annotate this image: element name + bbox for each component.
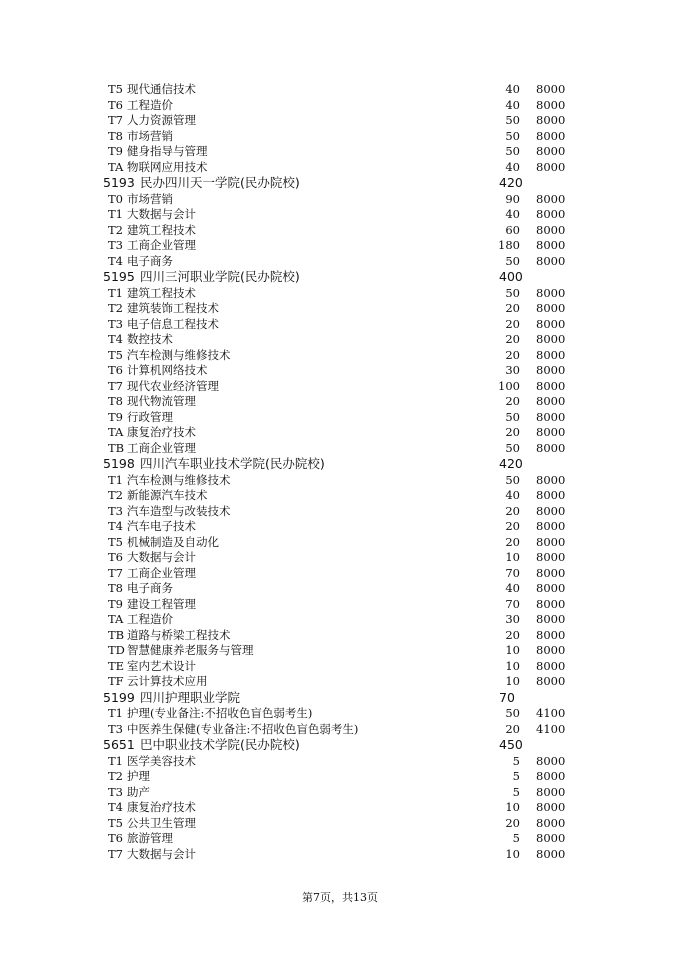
major-row [0,706,680,722]
major-plan-count: 5 [512,784,520,799]
major-code: T6 [108,550,123,564]
major-name: 护理(专业备注:不招收色盲色弱考生) [127,706,313,720]
major-code: TB [108,440,125,455]
major-name: 健身指导与管理 [127,144,208,158]
major-row [0,379,680,395]
major-code: T2 [108,222,123,237]
major-plan-count: 20 [505,503,520,518]
major-code: T9 [108,144,123,158]
major-code: TF [108,674,124,688]
major-code: T6 [108,363,123,377]
major-tuition-fee: 8000 [536,519,566,533]
school-name: 四川护理职业学院 [140,689,241,705]
major-name: 康复治疗技术 [127,800,196,814]
major-plan-count: 20 [505,815,520,830]
major-tuition-fee: 8000 [536,128,566,143]
major-name: 人力资源管理 [127,113,196,127]
major-name: 现代通信技术 [127,82,196,96]
school-code: 5199 [103,689,135,705]
major-name: 汽车造型与改装技术 [127,503,231,518]
major-tuition-fee: 8000 [536,503,566,518]
major-code: TA [108,612,124,626]
school-name: 四川三河职业学院(民办院校) [140,269,300,284]
major-tuition-fee: 8000 [536,488,566,502]
major-tuition-fee: 8000 [536,550,566,564]
major-code: T1 [108,285,123,300]
major-plan-count: 40 [505,97,520,112]
major-plan-count: 20 [505,301,520,315]
major-code: T2 [108,769,123,783]
major-name: 室内艺术设计 [127,658,196,673]
major-row [0,332,680,348]
major-plan-count: 20 [505,519,520,533]
major-tuition-fee: 8000 [536,253,566,268]
school-code: 5193 [103,175,135,190]
major-tuition-fee: 8000 [536,534,566,549]
major-row [0,816,680,832]
major-name: 汽车检测与维修技术 [127,347,231,362]
major-tuition-fee: 8000 [536,472,566,487]
major-name: 建筑工程技术 [127,285,196,300]
school-total-count: 400 [499,269,523,284]
major-tuition-fee: 4100 [536,706,566,720]
major-row [0,207,680,223]
major-name: 建筑工程技术 [127,222,196,237]
major-plan-count: 70 [505,596,520,611]
major-code: T4 [108,519,123,533]
major-code: T3 [108,721,123,736]
major-tuition-fee: 8000 [536,596,566,611]
major-row [0,254,680,270]
major-tuition-fee: 8000 [536,113,566,127]
major-code: T7 [108,846,123,861]
major-plan-count: 10 [505,846,520,861]
major-plan-count: 50 [505,128,520,143]
major-tuition-fee: 8000 [536,831,566,845]
major-name: 康复治疗技术 [127,425,196,439]
major-plan-count: 50 [505,113,520,127]
major-plan-count: 50 [505,440,520,455]
major-plan-count: 20 [505,425,520,439]
major-code: T5 [108,347,123,362]
major-row [0,769,680,785]
major-tuition-fee: 8000 [536,769,566,783]
major-plan-count: 40 [505,207,520,221]
major-code: T3 [108,238,123,252]
major-plan-count: 60 [505,222,520,237]
major-tuition-fee: 8000 [536,394,566,408]
major-code: T1 [108,207,123,221]
major-name: 工程造价 [127,612,173,626]
major-tuition-fee: 8000 [536,207,566,221]
major-code: TE [108,658,125,673]
major-plan-count: 40 [505,159,520,174]
major-code: T3 [108,503,123,518]
major-plan-count: 30 [505,363,520,377]
major-name: 旅游管理 [127,831,173,845]
major-row [0,473,680,489]
major-code: T1 [108,706,123,720]
major-tuition-fee: 8000 [536,222,566,237]
major-name: 行政管理 [127,409,173,424]
major-name: 大数据与会计 [127,846,196,861]
page-footer: 第7页，共13页 [302,891,378,904]
major-name: 医学美容技术 [127,753,196,768]
school-code: 5651 [103,737,135,752]
major-tuition-fee: 8000 [536,658,566,673]
major-row [0,113,680,129]
major-code: T1 [108,753,123,768]
major-row [0,286,680,302]
major-tuition-fee: 8000 [536,815,566,830]
major-tuition-fee: 8000 [536,332,566,346]
major-plan-count: 20 [505,534,520,549]
major-name: 计算机网络技术 [127,363,208,377]
major-plan-count: 40 [505,488,520,502]
major-row [0,223,680,239]
major-row [0,441,680,457]
major-row [0,488,680,504]
major-code: T2 [108,301,123,315]
major-tuition-fee: 8000 [536,565,566,580]
major-plan-count: 10 [505,658,520,673]
major-tuition-fee: 8000 [536,753,566,768]
major-code: T9 [108,409,123,424]
major-tuition-fee: 8000 [536,238,566,252]
major-plan-count: 50 [505,285,520,300]
major-row [0,160,680,176]
major-tuition-fee: 8000 [536,159,566,174]
major-code: T5 [108,815,123,830]
major-plan-count: 10 [505,550,520,564]
major-name: 电子商务 [127,581,173,595]
school-header-row [0,269,680,286]
major-row [0,550,680,566]
major-row [0,425,680,441]
major-tuition-fee: 8000 [536,612,566,626]
major-plan-count: 50 [505,706,520,720]
major-tuition-fee: 8000 [536,347,566,362]
major-code: T0 [108,191,123,206]
major-code: T3 [108,784,123,799]
major-row [0,348,680,364]
major-row [0,535,680,551]
major-tuition-fee: 8000 [536,784,566,799]
major-tuition-fee: 8000 [536,316,566,331]
major-plan-count: 50 [505,409,520,424]
major-tuition-fee: 8000 [536,627,566,642]
major-plan-count: 5 [512,753,520,768]
major-row [0,754,680,770]
major-code: T6 [108,831,123,845]
major-name: 中医养生保健(专业备注:不招收色盲色弱考生) [127,721,359,736]
major-plan-count: 180 [498,238,520,252]
major-plan-count: 90 [505,191,520,206]
school-name: 民办四川天一学院(民办院校) [140,175,300,190]
school-name: 巴中职业技术学院(民办院校) [140,737,300,752]
major-plan-count: 5 [512,769,520,783]
school-header-row [0,175,680,192]
major-plan-count: 40 [505,82,520,96]
major-row [0,504,680,520]
major-plan-count: 10 [505,800,520,814]
major-tuition-fee: 8000 [536,674,566,688]
major-row [0,82,680,98]
major-name: 市场营销 [127,191,173,206]
major-code: T5 [108,82,123,96]
major-tuition-fee: 8000 [536,425,566,439]
major-row [0,659,680,675]
major-plan-count: 20 [505,627,520,642]
major-code: T1 [108,472,123,487]
major-row [0,192,680,208]
major-plan-count: 5 [512,831,520,845]
major-name: 工商企业管理 [127,440,196,455]
school-total-count: 450 [499,737,523,752]
major-name: 数控技术 [127,332,173,346]
major-code: T9 [108,596,123,611]
major-name: 大数据与会计 [127,207,196,221]
major-plan-count: 20 [505,394,520,408]
school-name: 四川汽车职业技术学院(民办院校) [140,456,325,471]
major-code: T4 [108,253,123,268]
major-plan-count: 30 [505,612,520,626]
school-total-count: 70 [499,689,515,705]
major-row [0,566,680,582]
major-row [0,98,680,114]
major-name: 助产 [127,784,150,799]
major-row [0,628,680,644]
major-name: 云计算技术应用 [127,674,208,688]
major-code: T3 [108,316,123,331]
major-tuition-fee: 8000 [536,846,566,861]
major-name: 新能源汽车技术 [127,488,208,502]
school-code: 5198 [103,456,135,471]
major-code: TD [108,643,125,657]
major-row [0,597,680,613]
major-tuition-fee: 8000 [536,97,566,112]
school-total-count: 420 [499,175,523,190]
major-plan-count: 50 [505,253,520,268]
major-tuition-fee: 8000 [536,363,566,377]
major-row [0,144,680,160]
major-row [0,800,680,816]
major-tuition-fee: 8000 [536,378,566,393]
major-name: 道路与桥梁工程技术 [127,627,231,642]
major-row [0,129,680,145]
major-name: 物联网应用技术 [127,159,208,174]
major-code: T8 [108,581,123,595]
major-name: 汽车电子技术 [127,519,196,533]
major-row [0,831,680,847]
major-plan-count: 50 [505,144,520,158]
major-name: 电子信息工程技术 [127,316,219,331]
major-tuition-fee: 8000 [536,581,566,595]
major-name: 机械制造及自动化 [127,534,219,549]
major-plan-count: 20 [505,721,520,736]
major-tuition-fee: 8000 [536,409,566,424]
major-name: 电子商务 [127,253,173,268]
school-header-row [0,690,680,707]
major-plan-count: 20 [505,332,520,346]
major-row [0,410,680,426]
major-code: T8 [108,128,123,143]
major-row [0,847,680,863]
school-header-row [0,456,680,473]
major-name: 现代物流管理 [127,394,196,408]
major-code: T6 [108,97,123,112]
major-code: T4 [108,800,123,814]
major-plan-count: 50 [505,472,520,487]
school-total-count: 420 [499,456,523,471]
major-name: 工商企业管理 [127,565,196,580]
major-code: T2 [108,488,123,502]
major-row [0,643,680,659]
major-name: 建设工程管理 [127,596,196,611]
major-row [0,301,680,317]
major-row [0,394,680,410]
major-name: 汽车检测与维修技术 [127,472,231,487]
major-plan-count: 40 [505,581,520,595]
major-row [0,581,680,597]
major-code: TB [108,627,125,642]
major-row [0,612,680,628]
major-code: T8 [108,394,123,408]
major-name: 工商企业管理 [127,238,196,252]
major-code: TA [108,425,124,439]
major-plan-count: 10 [505,643,520,657]
major-row [0,785,680,801]
major-code: T4 [108,332,123,346]
major-plan-count: 100 [498,378,520,393]
major-row [0,238,680,254]
major-name: 公共卫生管理 [127,815,196,830]
major-row [0,519,680,535]
major-tuition-fee: 8000 [536,440,566,455]
school-code: 5195 [103,269,135,284]
major-row [0,722,680,738]
major-tuition-fee: 8000 [536,82,566,96]
major-tuition-fee: 8000 [536,285,566,300]
major-tuition-fee: 4100 [536,721,566,736]
major-plan-count: 70 [505,565,520,580]
major-tuition-fee: 8000 [536,800,566,814]
major-name: 建筑装饰工程技术 [127,301,219,315]
major-code: T7 [108,565,123,580]
major-code: T7 [108,113,123,127]
major-row [0,317,680,333]
enrollment-list [0,82,680,862]
major-tuition-fee: 8000 [536,191,566,206]
major-row [0,363,680,379]
major-plan-count: 10 [505,674,520,688]
major-name: 大数据与会计 [127,550,196,564]
major-tuition-fee: 8000 [536,301,566,315]
major-name: 工程造价 [127,97,173,112]
major-code: T7 [108,378,123,393]
major-name: 智慧健康养老服务与管理 [127,643,254,657]
major-row [0,674,680,690]
major-name: 现代农业经济管理 [127,378,219,393]
major-name: 护理 [127,769,150,783]
major-tuition-fee: 8000 [536,643,566,657]
major-name: 市场营销 [127,128,173,143]
major-code: TA [108,159,124,174]
major-code: T5 [108,534,123,549]
major-tuition-fee: 8000 [536,144,566,158]
school-header-row [0,737,680,754]
major-plan-count: 20 [505,347,520,362]
major-plan-count: 20 [505,316,520,331]
